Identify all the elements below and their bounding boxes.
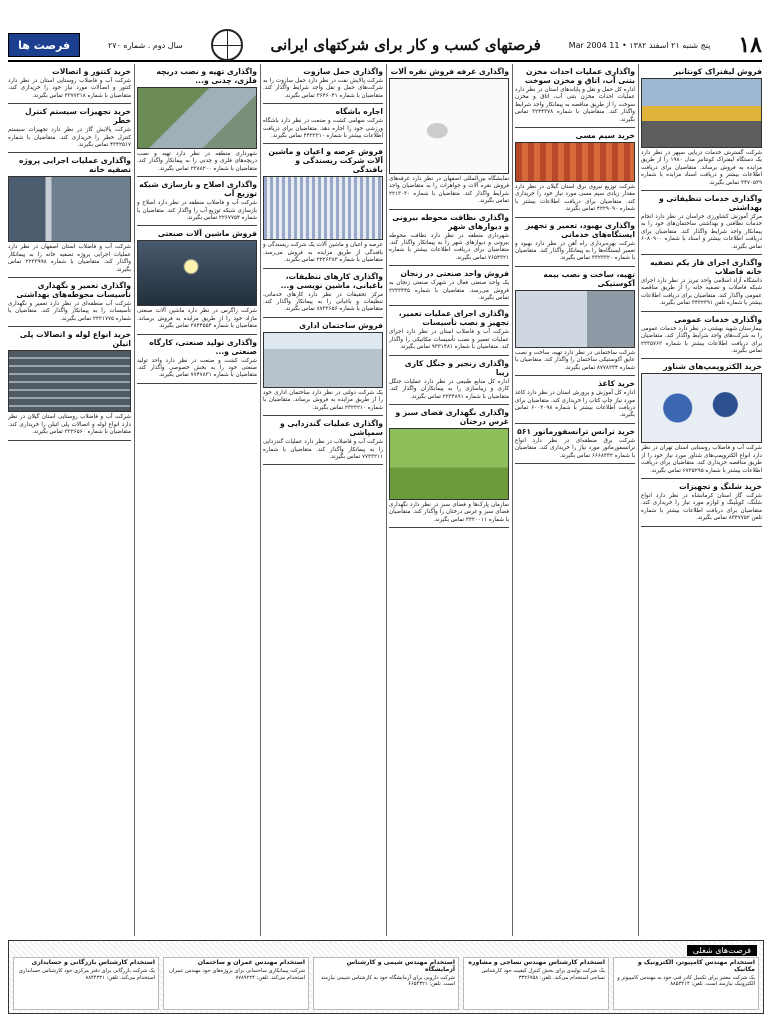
article-body: سازمان پارک‌ها و فضای سبز در نظر دارد نگهداری فضای سبز و غرس درختان را واگذار کند. متقاضیان با شماره ۳۳۲۰۰۱۱ تماس بگیرند.	[389, 501, 509, 523]
article	[8, 330, 131, 440]
job-ad-text: شرکت دارویی برای آزمایشگاه خود به کارشناس شیمی نیازمند است. تلفن: ۶۶۵۴۳۲۱	[320, 974, 455, 988]
article-separator	[8, 440, 131, 441]
article	[515, 270, 635, 376]
article-separator	[389, 305, 509, 306]
article	[137, 338, 257, 384]
article-separator	[641, 190, 762, 191]
article	[263, 67, 383, 104]
article-body: شرکت آب منطقه‌ای در نظر دارد تعمیر و نگهداری تأسیسات را به پیمانکار واگذار کند. متقاضیان با شماره ۲۲۲۱۷۷۵ تماس بگیرند.	[8, 301, 131, 322]
article-separator	[641, 478, 762, 479]
article-separator	[389, 209, 509, 210]
article-title: واگذاری تهیه و نصب دریچه فلزی، چدنی و...	[156, 67, 257, 85]
news-column	[641, 64, 762, 936]
article-title: فروش ماشین آلات صنعتی	[157, 229, 257, 239]
article-body: شرکت آب و فاضلاب استان اصفهان در نظر دارد عملیات اجرایی پروژه تصفیه خانه را به پیمانکار واگذار کند. متقاضیان با شماره ۲۲۳۳۹۹۸ تماس بگیرند.	[8, 244, 131, 273]
article-title: خرید تجهیزات سیستم کنترل خطر	[24, 107, 131, 126]
article-body: شرکت زاگرس در نظر دارد ماشین آلات صنعتی مازاد خود را از طریق مزایده به فروش برساند. متقاضیان با شماره ۳۸۴۴۵۵۴ تماس بگیرند.	[137, 308, 257, 330]
article-body: نمایشگاه بین‌المللی اصفهان در نظر دارد غرفه‌های فروش نقره آلات و جواهرات را به متقاضیان واجد شرایط واگذار کند. متقاضیان با شماره ۲۲۱۳۰۳۰ تماس بگیرند.	[389, 176, 509, 205]
article-separator	[263, 143, 383, 144]
article-separator	[641, 526, 762, 527]
article-body: عرصه و اعیان و ماشین آلات یک شرکت ریسندگی و بافندگی از طریق مزایده به فروش می‌رسد. متقاضیان با شماره ۲۲۲۶۳۸۳ تماس بگیرند.	[263, 242, 383, 264]
article	[389, 269, 509, 306]
article-body: مرکز آموزش کشاورزی خراسان در نظر دارد انجام خدمات نظافتی و بهداشتی ساختمان‌های خود را به پیمانکار واجد شرایط واگذار کند. متقاضیان برای دریافت اطلاعات بیشتر و اسناد با شماره ۶۰۸۰۹۰۰ تماس بگیرند.	[641, 214, 762, 250]
page-number: ۱۸	[738, 32, 762, 58]
article-title: واگذاری عملیات اجرایی پروژه تصفیه خانه	[18, 156, 131, 175]
building-photo	[515, 290, 635, 348]
globe-icon	[211, 29, 243, 61]
article	[515, 67, 635, 128]
article-separator	[641, 311, 762, 312]
article-separator	[137, 176, 257, 177]
river-photo	[137, 87, 257, 149]
welder-photo	[137, 240, 257, 306]
column-divider	[512, 64, 513, 936]
article-separator	[389, 265, 509, 266]
article-body: شرکت آب و فاضلاب روستایی استان در نظر دارد کنتور و اتصالات مورد نیاز خود را خریداری کند. متقاضیان با شماره ۳۳۷۷۳۱۸ تماس بگیرند.	[8, 78, 131, 99]
job-ad-title: استخدام کارشناس مهندس نساجی و مشاوره	[468, 959, 605, 966]
job-ad	[163, 957, 309, 1010]
article	[641, 482, 762, 527]
article-title: فروش لیفتراک کونتانیر	[673, 67, 762, 76]
article-separator	[8, 152, 131, 153]
article-separator	[389, 527, 509, 528]
article-title: واگذاری اجرای فاز یکم تصفیه خانه فاضلاب	[650, 258, 762, 277]
article-title: واگذاری اجرای عملیات تعمیر، تجهیز و نصب تأسیسات	[398, 309, 509, 328]
article-title: خرید شلنگ و تجهیزات	[679, 481, 762, 491]
article-body: مرکز تحقیقات در نظر دارد کارهای خدماتی، تنظیفات و باغبانی را به پیمانکار واگذار کند. متقاضیان با شماره ۸۷۳۲۶۵۶ تماس بگیرند.	[263, 291, 383, 313]
article-separator	[137, 334, 257, 335]
article	[8, 107, 131, 153]
news-column	[515, 64, 635, 936]
column-divider	[134, 64, 135, 936]
job-ad	[13, 957, 159, 1010]
article-title: واگذاری بهبود، تعمیر و تجهیز ایستگاه‌های خدماتی	[525, 220, 635, 239]
article	[641, 258, 762, 312]
article	[389, 359, 509, 405]
column-divider	[638, 64, 639, 936]
jewelry-photo	[389, 78, 509, 174]
article-separator	[263, 415, 383, 416]
article-body: شرکت آب و فاضلاب منطقه در نظر دارد اصلاح و بازسازی شبکه توزیع آب را واگذار کند. متقاضیان با شماره ۲۲۶۷۷۵۴ تماس بگیرند.	[137, 200, 257, 222]
article	[263, 107, 383, 144]
article-title: واگذاری کارهای تنظیفات، باغبانی، ماشین نویسی و...	[280, 271, 383, 290]
worker-photo	[8, 176, 131, 242]
article-separator	[515, 375, 635, 376]
job-ad-title: استخدام مهندس کامپیوتر، الکترونیک و مکانیک	[637, 959, 755, 973]
news-column	[8, 64, 131, 936]
job-ad-title: استخدام مهندس شیمی و کارشناس آزمایشگاه	[346, 959, 455, 973]
article-separator	[389, 404, 509, 405]
jobs-box-cells	[13, 957, 759, 1010]
article	[389, 309, 509, 355]
article-body: شرکت کشت و صنعت در نظر دارد واحد تولید صنعتی خود را به بخش خصوصی واگذار کند. متقاضیان با شماره ۷۷۴۷۸۳۱ تماس بگیرند.	[137, 357, 257, 379]
article-separator	[389, 355, 509, 356]
article-title: فروش ساختمان اداری	[299, 320, 383, 330]
page-title: فرصتهای کسب و کار برای شرکتهای ایرانی	[270, 36, 541, 54]
article-separator	[515, 423, 635, 424]
article	[641, 194, 762, 255]
article-title: خرید کنتور و اتصالات	[52, 67, 131, 76]
pumps-photo	[641, 373, 762, 443]
job-ad	[613, 957, 759, 1010]
article	[641, 67, 762, 191]
article-title: واگذاری نگهداری فضای سبز و غرس درختان	[395, 407, 509, 426]
article-title: واگذاری عملیات گندزدایی و سمپاشی	[280, 419, 383, 438]
spinning-photo	[263, 176, 383, 240]
news-column	[137, 64, 257, 936]
job-ad	[463, 957, 609, 1010]
article-separator	[137, 225, 257, 226]
article-body: اداره کل آموزش و پرورش استان در نظر دارد کاغذ مورد نیاز چاپ کتاب را خریداری کند. متقاضیان برای دریافت اطلاعات بیشتر با شماره ۶۰۰۳۰۹۸ تماس بگیرند.	[515, 390, 635, 419]
job-ad-title: استخدام کارشناس بازرگانی و حسابداری	[31, 959, 155, 966]
article	[263, 272, 383, 318]
news-column	[263, 64, 383, 936]
article-body: بیمارستان شهید بهشتی در نظر دارد خدمات عمومی را به شرکت‌های واجد شرایط واگذار کند. متقاضیان برای دریافت اطلاعات بیشتر با شماره ۲۲۳۵۷۶۲ تماس بگیرند.	[641, 325, 762, 354]
job-ad-text: یک شرکت تولیدی برای بخش کنترل کیفیت خود کارشناس نساجی استخدام می‌کند. تلفن: ۳۳۲۶۷۵۸	[481, 967, 605, 981]
article	[137, 229, 257, 334]
article-body: شرکت ساختمانی در نظر دارد تهیه، ساخت و نصب عایق آکوستیکی ساختمان را واگذار کند. متقاضیان با شماره ۸۷۷۸۲۳۴ تماس بگیرند.	[515, 349, 635, 371]
article-title: واگذاری نظافت محوطه بیرونی و دیوارهای شهر	[392, 212, 509, 231]
article	[8, 281, 131, 327]
issue-line: سال دوم . شماره ۲۷۰	[107, 40, 183, 50]
article-body: شرکت بهره‌برداری راه آهن در نظر دارد بهبود و تعمیر ایستگاه‌ها را به پیمانکار واگذار کند. متقاضیان با شماره ۳۳۲۳۳۲۰ تماس بگیرند.	[515, 240, 635, 262]
article-body: شرکت گسترش خدمات دریایی سپهر در نظر دارد یک دستگاه لیفتراک کونتانیر مدل ۱۹۸۰ را از طریق مزایده به فروش برساند. متقاضیان برای دریافت اطلاعات بیشتر و دریافت اسناد مزایده با شماره ۳۴۷۰۵۳۹ تماس بگیرند.	[641, 150, 762, 186]
trees-photo	[389, 428, 509, 500]
page-header	[8, 30, 762, 62]
news-column	[389, 64, 509, 936]
article-title: واگذاری عملیات احداث مخزن بتنی آب، اتاق و مخزن سوخت	[524, 67, 635, 85]
copper-photo	[515, 142, 635, 182]
article	[515, 221, 635, 267]
article-separator	[8, 103, 131, 104]
article-title: واگذاری خدمات تنظیفاتی و بهداشتی	[658, 194, 762, 213]
article-separator	[263, 268, 383, 269]
article-title: خرید سیم مسی	[575, 131, 635, 141]
article-separator	[263, 464, 383, 465]
article-separator	[515, 266, 635, 267]
article-title: خرید انواع لوله و اتصالات پلی اتیلن	[19, 330, 131, 349]
article-separator	[263, 103, 383, 104]
article-body: شهرداری منطقه در نظر دارد نظافت محوطه بیرونی و دیوارهای شهر را به پیمانکار واگذار کند. متقاضیان برای دریافت اطلاعات بیشتر با شماره ۷۶۵۴۳۲۱ تماس بگیرند.	[389, 232, 509, 261]
article-title: فروش عرصه و اعیان و ماشین آلات شرکت ریسندگی و بافندگی	[268, 147, 383, 175]
article	[515, 131, 635, 218]
article-body: اداره کل منابع طبیعی در نظر دارد عملیات جنگل کاری و زیباسازی را به پیمانکاران واگذار کند. متقاضیان با شماره ۲۲۳۴۸۹۱ تماس بگیرند.	[389, 378, 509, 400]
article	[515, 379, 635, 424]
job-ad-text: یک شرکت بازرگانی برای دفتر مرکزی خود کارشناس حسابداری استخدام می‌کند. تلفن: ۸۸۴۴۳۲۱	[18, 967, 155, 981]
office-photo	[263, 332, 383, 388]
column-divider	[386, 64, 387, 936]
article	[8, 156, 131, 278]
article-title: واگذاری اصلاح و بازسازی شبکه توزیع آب	[139, 180, 257, 199]
forklift-photo	[641, 78, 762, 148]
article-body: شرکت آب و فاضلاب در نظر دارد عملیات گندزدایی را به پیمانکار واگذار کند. متقاضیان با شماره ۷۷۳۳۲۱۱ تماس بگیرند.	[263, 439, 383, 460]
article-title: واگذاری تعمیر و نگهداری تأسیسات محوطه‌های بهداشتی	[16, 281, 131, 300]
article-separator	[641, 254, 762, 255]
article-body: شرکت توزیع نیروی برق استان گیلان در نظر دارد مقدار زیادی سیم مسی مورد نیاز خود را خریداری کند. متقاضیان برای دریافت اطلاعات بیشتر با شماره ۴۲۲۹۰۹۰ تماس بگیرند.	[515, 184, 635, 213]
article-body: شرکت گاز استان کرمانشاه در نظر دارد انواع شلنگ، کوپلینگ و لوازم مورد نیاز را خریداری کند. متقاضیان برای دریافت اطلاعات بیشتر با شماره تلفن ۸۳۴۷۷۵۲ تماس بگیرند.	[641, 492, 762, 522]
article-title: واگذاری خدمات عمومی	[674, 314, 762, 324]
article	[137, 180, 257, 226]
article-body: شرکت برق منطقه‌ای در نظر دارد انواع ترانسفورماتور مورد نیاز را خریداری کند. متقاضیان با شماره ۶۶۶۸۳۳۲ تماس بگیرند.	[515, 437, 635, 459]
pipes-photo	[8, 350, 131, 412]
article-body: شرکت پالایش گاز در نظر دارد تجهیزات سیستم کنترل خطر را خریداری کند. متقاضیان با شماره ۴۳۴۲۵۱۷ تماس بگیرند.	[8, 127, 131, 149]
article-title: خرید کاغذ	[598, 379, 635, 389]
article	[263, 419, 383, 465]
article-body: دانشگاه آزاد اسلامی واحد تبریز در نظر دارد اجرای شبکه فاضلاب و تصفیه خانه را از طریق مناقصه عمومی واگذار کند. متقاضیان برای دریافت اطلاعات بیشتر با شماره تلفن ۳۴۳۲۳۹۱ تماس بگیرند.	[641, 278, 762, 307]
newspaper-logo: فرصت ها	[8, 33, 80, 57]
job-ad-text: یک شرکت معتبر برای تکمیل کادر فنی خود به مهندس کامپیوتر و الکترونیک نیازمند است. تلفن: ۸۸۵۳۲۱۴	[617, 974, 755, 988]
article-body: شهرداری منطقه در نظر دارد تهیه و نصب دریچه‌های فلزی و چدنی را به پیمانکار واگذار کند. متقاضیان با شماره ۲۲۸۸۲۰۰ تماس بگیرند.	[137, 151, 257, 172]
article-title: واگذاری حمل سازوت	[303, 67, 383, 76]
article-separator	[8, 277, 131, 278]
article-body: شرکت آب و فاضلاب استان در نظر دارد اجرای عملیات تعمیر و نصب تأسیسات مکانیکی را واگذار کند. متقاضیان با شماره ۹۳۳۱۴۸۱ تماس بگیرند.	[389, 329, 509, 351]
job-ad-text: شرکت پیمانکاری ساختمانی برای پروژه‌های خود مهندس عمران استخدام می‌کند. تلفن: ۷۷۸۹۲۲۴	[169, 967, 305, 981]
jobs-box-tag: فرصت‌های شغلی	[687, 945, 757, 956]
article	[641, 315, 762, 360]
article	[389, 67, 509, 210]
article-title: اجاره باشگاه	[335, 107, 383, 117]
article-body: شرکت پالایش نفت در نظر دارد حمل سازوت را به شرکت‌های حمل و نقل واجد شرایط واگذار کند. متقاضیان با شماره ۳۶۴۶۰۴۱ تماس بگیرند.	[263, 78, 383, 99]
job-ad	[313, 957, 459, 1010]
article-title: خرید الکتروپمپ‌های شناور	[663, 362, 762, 372]
article-title: واگذاری تولید صنعتی، کارگاه صنعتی و...	[149, 337, 257, 356]
article-title: واگذاری غرفه فروش نقره آلات	[390, 67, 509, 76]
article-separator	[263, 317, 383, 318]
article-body: یک واحد صنعتی فعال در شهرک صنعتی زنجان به فروش می‌رسد. متقاضیان با شماره ۲۲۳۳۴۴۵ تماس بگیرند.	[389, 280, 509, 302]
article	[389, 213, 509, 267]
article-body: شرکت آب و فاضلاب روستایی استان گیلان در نظر دارد انواع لوله و اتصالات پلی اتیلن را خریداری کند. متقاضیان با شماره ۳۲۲۶۵۶۰ تماس بگیرند.	[8, 414, 131, 436]
column-divider	[260, 64, 261, 936]
article-separator	[137, 383, 257, 384]
article	[389, 408, 509, 528]
article-title: فروش واحد صنعتی در زنجان	[400, 269, 509, 279]
job-ad-title: استخدام مهندس عمران و ساختمان	[197, 959, 305, 966]
article-separator	[8, 326, 131, 327]
article	[137, 67, 257, 177]
article	[263, 147, 383, 268]
article	[641, 362, 762, 479]
article-body: اداره کل حمل و نقل و پایانه‌های استان در نظر دارد عملیات احداث مخزن بتنی آب، اتاق و مخزن سوخت را از طریق مناقصه به پیمانکار واجد شرایط واگذار کند. متقاضیان با شماره ۳۲۴۴۳۷۸ تماس بگیرند.	[515, 87, 635, 123]
article-body: شرکت سهامی کشت و صنعت در نظر دارد باشگاه ورزشی خود را اجاره دهد. متقاضیان برای دریافت اطلاعات بیشتر با شماره ۴۴۳۲۲۱۰ تماس بگیرند.	[263, 118, 383, 140]
article-body: شرکت آب و فاضلاب روستایی استان تهران در نظر دارد انواع الکتروپمپ‌های شناور مورد نیاز خود را از طریق مناقصه خریداری کند. متقاضیان برای دریافت اطلاعات بیشتر با شماره ۶۷۲۵۲۹۵ تماس بگیرند.	[641, 445, 762, 474]
article-title: تهیه، ساخت و نصب بیمه آکوستیکی	[543, 269, 635, 288]
article	[515, 427, 635, 464]
article	[8, 67, 131, 104]
jobs-box	[8, 940, 764, 1014]
article-separator	[515, 217, 635, 218]
article-separator	[515, 463, 635, 464]
article-title: واگذاری زنجیر و جنگل کاری زیبا	[404, 358, 509, 377]
article	[263, 321, 383, 416]
article-separator	[641, 358, 762, 359]
article-separator	[515, 127, 635, 128]
article-title: خرید ترانس ترانسفورماتور ۵۶۱	[517, 426, 635, 436]
article-body: یک شرکت دولتی در نظر دارد ساختمان اداری خود را از طریق مزایده به فروش برساند. متقاضیان با شماره ۲۳۲۳۲۱۰ تماس بگیرند.	[263, 389, 383, 411]
date-line: پنج شنبه ۲۱ اسفند ۱۳۸۲ • 11 Mar 2004	[568, 40, 711, 50]
